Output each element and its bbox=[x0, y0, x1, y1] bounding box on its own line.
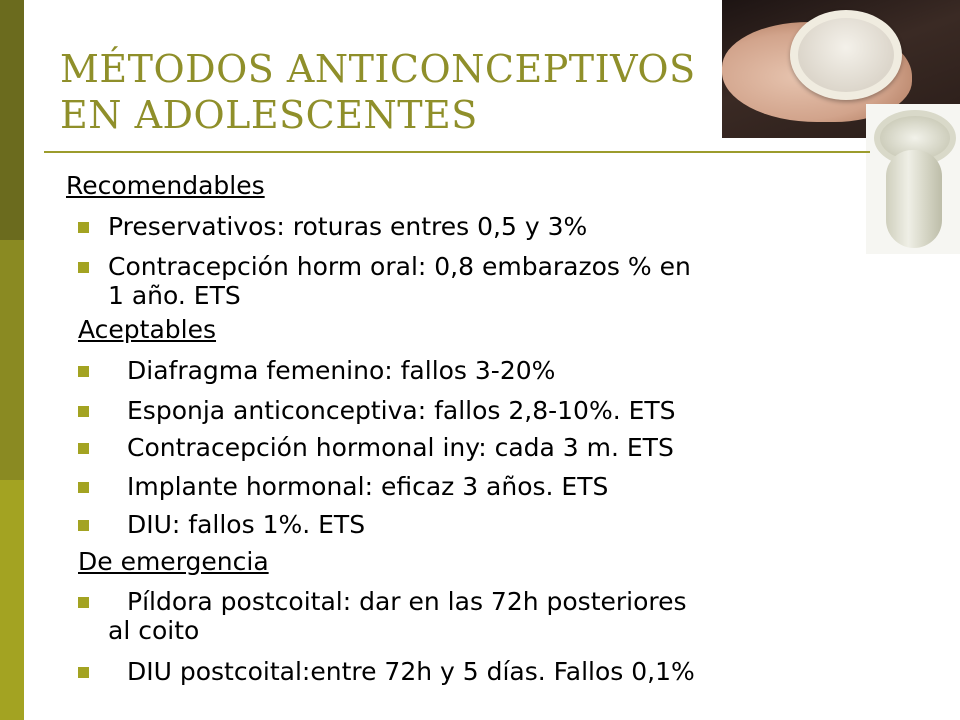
list-item-text: Preservativos: roturas entres 0,5 y 3% bbox=[108, 212, 588, 241]
list-item bbox=[78, 212, 878, 241]
list-item-text: Contracepción horm oral: 0,8 embarazos % en bbox=[108, 252, 691, 281]
list-item bbox=[78, 510, 878, 539]
bullet-square-icon bbox=[78, 482, 89, 493]
list-item-text: Implante hormonal: eficaz 3 años. ETS bbox=[127, 472, 609, 501]
list-item-text-continued: al coito bbox=[108, 616, 200, 645]
bullet-square-icon bbox=[78, 366, 89, 377]
bullet-square-icon bbox=[78, 597, 89, 608]
heading-recomendables: Recomendables bbox=[66, 171, 265, 200]
list-item bbox=[78, 587, 878, 645]
bullet-square-icon bbox=[78, 443, 89, 454]
list-item-text: DIU: fallos 1%. ETS bbox=[127, 510, 366, 539]
slide-title-line-1: MÉTODOS ANTICONCEPTIVOS bbox=[60, 47, 696, 91]
list-item bbox=[78, 396, 878, 425]
list-item bbox=[78, 472, 878, 501]
bullet-square-icon bbox=[78, 222, 89, 233]
list-item-text: DIU postcoital:entre 72h y 5 días. Fallos 0,1% bbox=[127, 657, 695, 686]
bullet-square-icon bbox=[78, 406, 89, 417]
list-item bbox=[78, 356, 878, 385]
list-item bbox=[78, 252, 878, 310]
heading-de-emergencia: De emergencia bbox=[78, 547, 269, 576]
heading-aceptables: Aceptables bbox=[78, 315, 217, 344]
list-item-text: Diafragma femenino: fallos 3-20% bbox=[127, 356, 556, 385]
list-item-text-continued: 1 año. ETS bbox=[108, 281, 241, 310]
list-item-text: Píldora postcoital: dar en las 72h posteriores bbox=[127, 587, 687, 616]
bullet-square-icon bbox=[78, 667, 89, 678]
list-item bbox=[78, 433, 878, 462]
bullet-square-icon bbox=[78, 262, 89, 273]
list-item-text: Esponja anticonceptiva: fallos 2,8-10%. ETS bbox=[127, 396, 676, 425]
slide-title-line-2: EN ADOLESCENTES bbox=[60, 93, 478, 137]
bullet-square-icon bbox=[78, 520, 89, 531]
list-item-text: Contracepción hormonal iny: cada 3 m. ETS bbox=[127, 433, 674, 462]
list-item bbox=[78, 657, 878, 686]
